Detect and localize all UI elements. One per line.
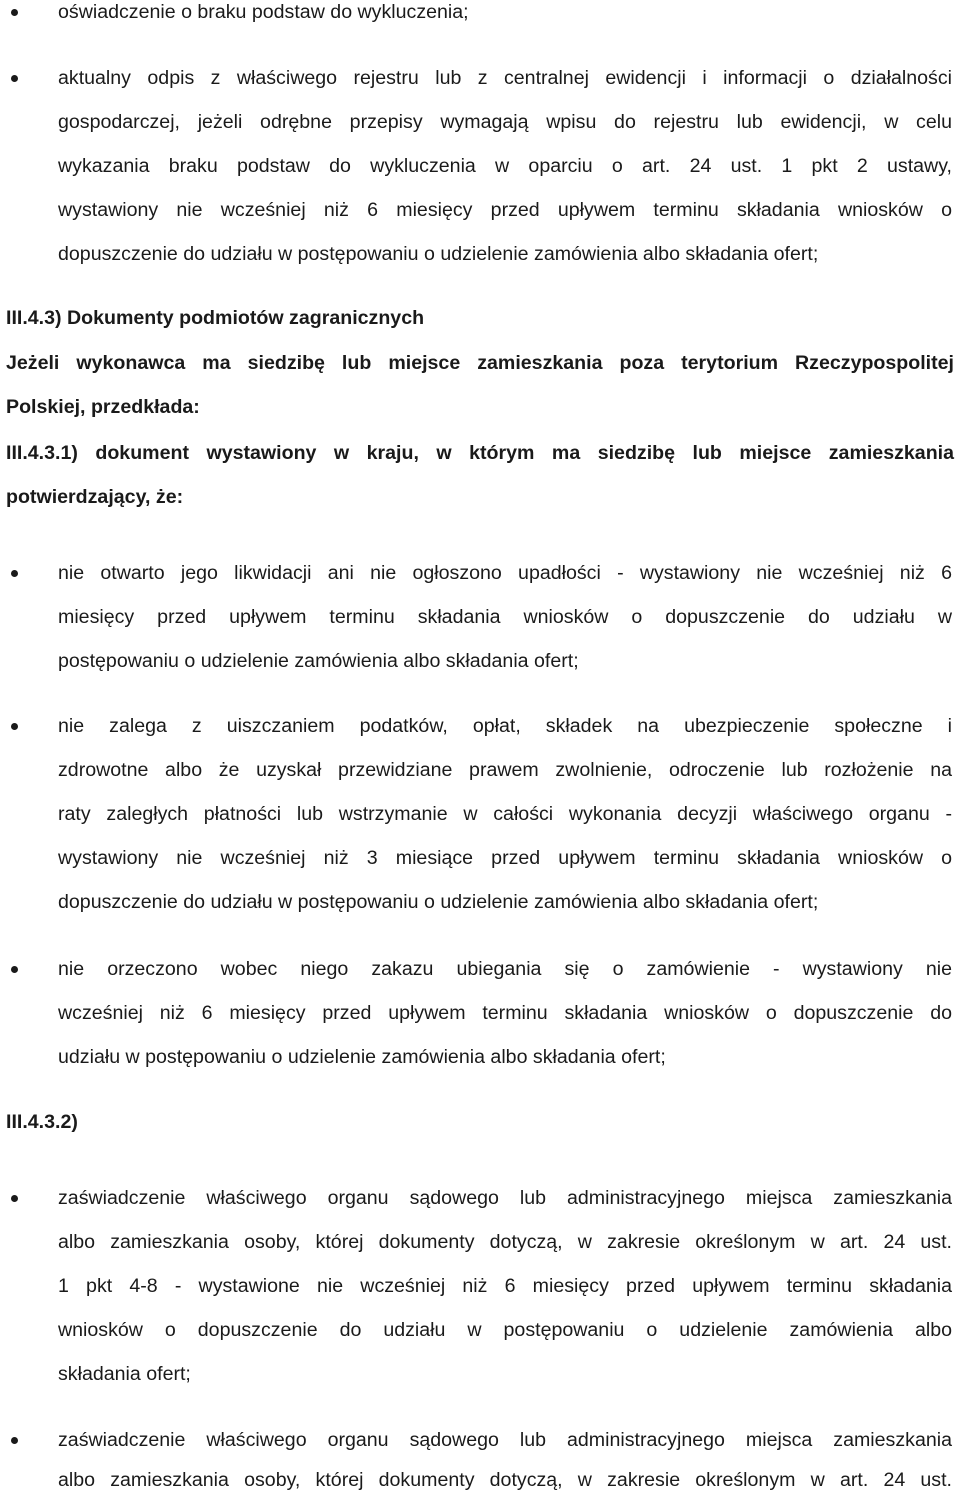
list-item-line: zaświadczenie właściwego organu sądowego lub administracyjnego miejsca zamieszkania [58,1187,952,1209]
intro-line: Jeżeli wykonawca ma siedzibę lub miejsce zamieszkania poza terytorium Rzeczypospolitej [6,352,954,374]
list-item-line: wniosków o dopuszczenie do udziału w postępowaniu o udzielenie zamówienia albo [58,1319,952,1341]
list-item-line: wykazania braku podstaw do wykluczenia w oparciu o art. 24 ust. 1 pkt 2 ustawy, [58,155,952,177]
bullet-marker [11,75,18,82]
bullet-marker [11,570,18,577]
subsection-heading: III.4.3.2) [6,1111,78,1133]
list-item-line: 1 pkt 4-8 - wystawione nie wcześniej niż 6 miesięcy przed upływem terminu składania [58,1275,952,1297]
list-item-line: nie otwarto jego likwidacji ani nie ogłoszono upadłości - wystawiony nie wcześniej niż 6 [58,562,952,584]
list-item-line: zaświadczenie właściwego organu sądowego lub administracyjnego miejsca zamieszkania [58,1429,952,1451]
list-item-line: miesięcy przed upływem terminu składania wniosków o dopuszczenie do udziału w [58,606,952,628]
list-item-line: albo zamieszkania osoby, której dokumenty dotyczą, w zakresie określonym w art. 24 ust. [58,1231,952,1253]
list-item-line: raty zaległych płatności lub wstrzymanie w całości wykonania decyzji właściwego organu - [58,803,952,825]
bullet-marker [11,966,18,973]
bullet-marker [11,723,18,730]
list-item-line: wystawiony nie wcześniej niż 3 miesiące przed upływem terminu składania wniosków o [58,847,952,869]
list-item-line: wystawiony nie wcześniej niż 6 miesięcy przed upływem terminu składania wniosków o [58,199,952,221]
list-item-line: zdrowotne albo że uzyskał przewidziane prawem zwolnienie, odroczenie lub rozłożenie na [58,759,952,781]
list-item-line: postępowaniu o udzielenie zamówienia albo składania ofert; [58,650,579,672]
subsection-heading: potwierdzający, że: [6,486,184,508]
bullet-marker [11,9,18,16]
list-item-line: albo zamieszkania osoby, której dokumenty dotyczą, w zakresie określonym w art. 24 ust. [58,1469,952,1491]
list-item-line: aktualny odpis z właściwego rejestru lub z centralnej ewidencji i informacji o działalności [58,67,952,89]
bullet-marker [11,1195,18,1202]
list-item-line: gospodarczej, jeżeli odrębne przepisy wymagają wpisu do rejestru lub ewidencji, w celu [58,111,952,133]
list-item-line: nie orzeczono wobec niego zakazu ubiegania się o zamówienie - wystawiony nie [58,958,952,980]
list-item-line: oświadczenie o braku podstaw do wykluczenia; [58,1,469,23]
list-item-line: składania ofert; [58,1363,191,1385]
list-item-line: dopuszczenie do udziału w postępowaniu o udzielenie zamówienia albo składania ofert; [58,243,819,265]
subsection-heading: III.4.3.1) dokument wystawiony w kraju, w którym ma siedzibę lub miejsce zamieszkania [6,442,954,464]
list-item-line: udziału w postępowaniu o udzielenie zamówienia albo składania ofert; [58,1046,666,1068]
list-item-line: wcześniej niż 6 miesięcy przed upływem terminu składania wniosków o dopuszczenie do [58,1002,952,1024]
list-item-line: nie zalega z uiszczaniem podatków, opłat, składek na ubezpieczenie społeczne i [58,715,952,737]
list-item-line: dopuszczenie do udziału w postępowaniu o udzielenie zamówienia albo składania ofert; [58,891,819,913]
bullet-marker [11,1437,18,1444]
section-heading: III.4.3) Dokumenty podmiotów zagranicznych [6,307,425,329]
intro-line: Polskiej, przedkłada: [6,396,200,418]
